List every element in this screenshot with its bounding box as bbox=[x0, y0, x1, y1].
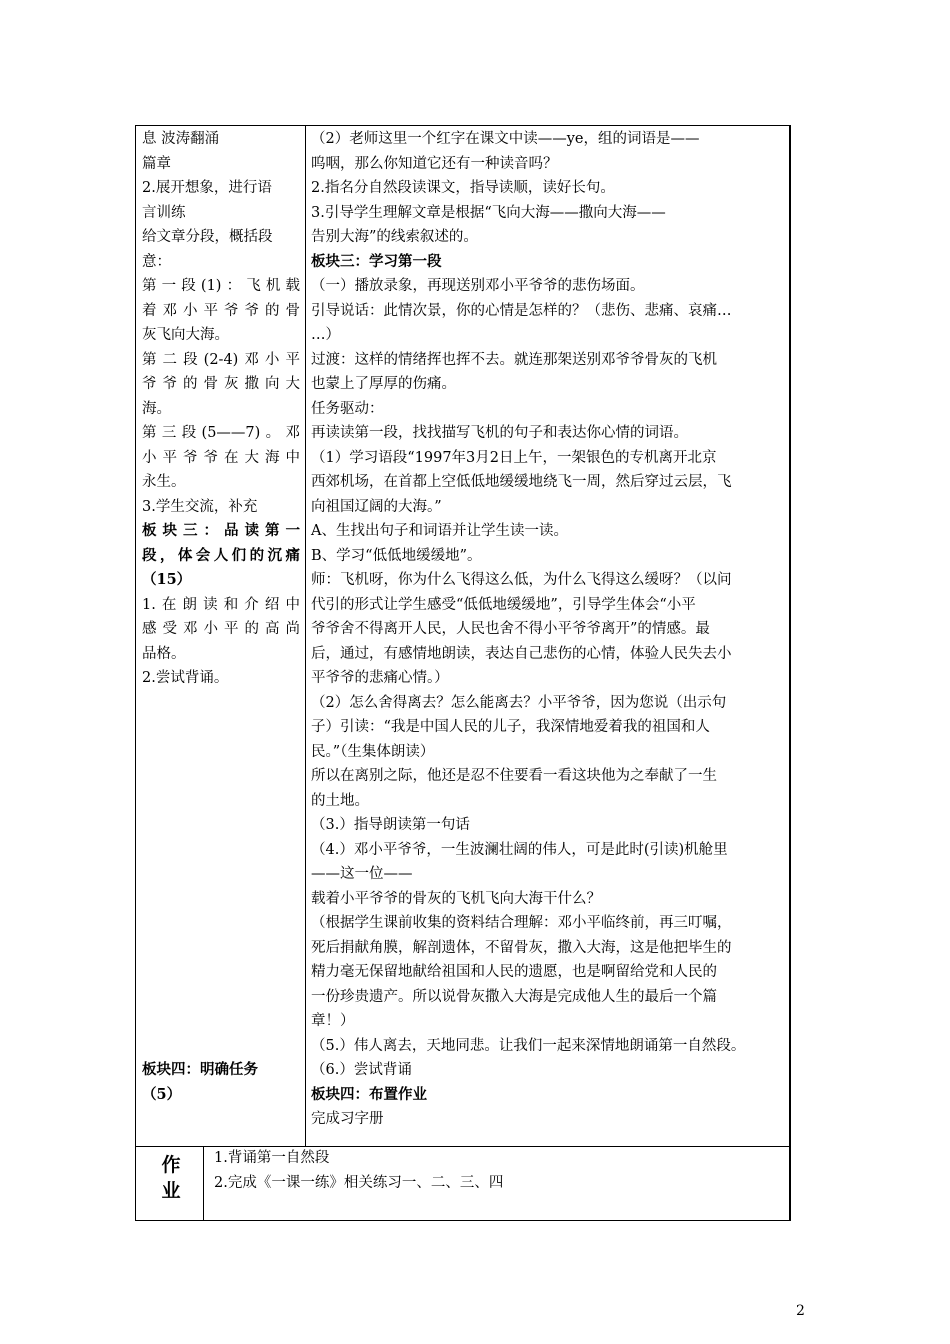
procedure-line: 代引的形式让学生感受“低低地缓缓地”，引导学生体会“小平 bbox=[311, 596, 696, 613]
homework-label-top: 作 bbox=[161, 1154, 181, 1176]
objective-line: 品格。 bbox=[142, 645, 186, 662]
objective-line: 段，体会人们的沉痛 bbox=[142, 546, 300, 564]
objective-line: （5） bbox=[142, 1085, 182, 1103]
procedure-line: （2）老师这里一个红字在课文中读——ye，组的词语是—— bbox=[311, 131, 700, 147]
objective-line: 爷爷的骨灰撒向大 bbox=[142, 376, 300, 392]
objective-line bbox=[142, 936, 300, 961]
procedure-line: 完成习字册 bbox=[311, 1111, 384, 1127]
homework-label-divider bbox=[203, 1146, 204, 1221]
procedure-line: 一份珍贵遗产。所以说骨灰撒入大海是完成他人生的最后一个篇 bbox=[311, 988, 717, 1005]
procedure-line: （6.）尝试背诵 bbox=[311, 1062, 412, 1078]
procedure-line: 载着小平爷爷的骨灰的飞机飞向大海干什么？ bbox=[311, 890, 601, 907]
procedure-line: …） bbox=[311, 327, 340, 343]
procedure-line: 告别大海”的线索叙述的。 bbox=[311, 229, 478, 245]
objective-line bbox=[142, 813, 300, 838]
procedure-line: 的土地。 bbox=[311, 792, 369, 809]
procedure-line: 3.引导学生理解文章是根据“飞向大海——撒向大海—— bbox=[311, 204, 666, 221]
objective-line bbox=[142, 838, 300, 863]
left-column-objectives bbox=[142, 127, 300, 1107]
objective-line bbox=[142, 911, 300, 936]
procedure-line: 过渡：这样的情绪挥也挥不去。就连那架送别邓爷爷骨灰的飞机 bbox=[311, 351, 717, 368]
column-divider-right bbox=[789, 125, 790, 1221]
objective-line: 第二段(2-4)邓小平 bbox=[142, 351, 300, 368]
homework-line: 1.背诵第一自然段 bbox=[214, 1150, 330, 1166]
objective-line bbox=[142, 1009, 300, 1034]
procedure-line: 章！） bbox=[311, 1013, 355, 1029]
procedure-line: 板块四：布置作业 bbox=[311, 1085, 427, 1103]
objective-line: 2.展开想象，进行语 bbox=[142, 180, 272, 196]
procedure-line: （一）播放录象，再现送别邓小平爷爷的悲伤场面。 bbox=[311, 278, 645, 294]
procedure-line: ——这一位—— bbox=[311, 866, 413, 882]
objective-line: 感受邓小平的高尚 bbox=[142, 621, 300, 637]
objective-line: 息 波涛翻涌 bbox=[142, 131, 220, 147]
objective-line: 着邓小平爷爷的骨 bbox=[142, 302, 300, 319]
procedure-line: 2.指名分自然段读课文，指导读顺，读好长句。 bbox=[311, 180, 615, 196]
procedure-line: （根据学生课前收集的资料结合理解：邓小平临终前，再三叮嘱， bbox=[311, 915, 732, 931]
objective-line bbox=[142, 691, 300, 716]
objective-line: 第一段(1)：飞机载 bbox=[142, 278, 300, 294]
procedure-line: 爷爷舍不得离开人民，人民也舍不得小平爷爷离开”的情感。最 bbox=[311, 621, 710, 637]
procedure-line: （3.）指导朗读第一句话 bbox=[311, 817, 470, 833]
objective-line: 篇章 bbox=[142, 155, 171, 172]
objective-line bbox=[142, 985, 300, 1010]
procedure-line: 子）引读：“我是中国人民的儿子，我深情地爱着我的祖国和人 bbox=[311, 719, 710, 735]
objective-line bbox=[142, 887, 300, 912]
objective-line: 灰飞向大海。 bbox=[142, 327, 229, 343]
objective-line: 第三段(5——7)。邓 bbox=[142, 425, 300, 441]
procedure-line: 死后捐献角膜，解剖遗体，不留骨灰，撒入大海，这是他把毕生的 bbox=[311, 939, 732, 956]
procedure-line: 民。”（生集体朗读） bbox=[311, 743, 435, 760]
objective-line: 意： bbox=[142, 253, 171, 270]
homework-label-bottom: 业 bbox=[161, 1180, 181, 1202]
procedure-line: 精力毫无保留地献给祖国和人民的遗愿，也是啊留给党和人民的 bbox=[311, 964, 717, 980]
column-divider-left bbox=[305, 125, 306, 1147]
objective-line: 小平爷爷在大海中 bbox=[142, 449, 300, 466]
objective-line: （15） bbox=[142, 571, 192, 588]
procedure-line: （4.）邓小平爷爷，一生波澜壮阔的伟人，可是此时(引读)机舱里 bbox=[311, 841, 728, 858]
objective-line: 给文章分段，概括段 bbox=[142, 229, 273, 245]
objective-line: 2.尝试背诵。 bbox=[142, 670, 229, 686]
procedure-line: （5.）伟人离去，天地同悲。让我们一起来深情地朗诵第一自然段。 bbox=[311, 1037, 746, 1054]
procedure-line: 西郊机场，在首都上空低低地缓缓地绕飞一周，然后穿过云层，飞 bbox=[311, 474, 732, 490]
objective-line bbox=[142, 1034, 300, 1059]
homework-content bbox=[214, 1146, 774, 1195]
objective-line bbox=[142, 789, 300, 814]
objective-line: 海。 bbox=[142, 400, 171, 417]
homework-line: 2.完成《一课一练》相关练习一、二、三、四 bbox=[214, 1174, 504, 1191]
procedure-line: （1）学习语段“1997年3月2日上午，一架银色的专机离开北京 bbox=[311, 449, 717, 466]
procedure-line: 平爷爷的悲痛心情。） bbox=[311, 670, 449, 686]
procedure-line: 板块三：学习第一段 bbox=[311, 252, 442, 270]
procedure-line: 也蒙上了厚厚的伤痛。 bbox=[311, 376, 456, 392]
procedure-line: 所以在离别之际，他还是忍不住要看一看这块他为之奉献了一生 bbox=[311, 768, 717, 784]
objective-line bbox=[142, 715, 300, 740]
objective-line bbox=[142, 862, 300, 887]
objective-line: 永生。 bbox=[142, 474, 186, 490]
objective-line: 3.学生交流，补充 bbox=[142, 498, 258, 515]
objective-line: 言训练 bbox=[142, 204, 186, 221]
procedure-line: B、学习“低低地缓缓地”。 bbox=[311, 547, 482, 564]
page-number: 2 bbox=[796, 1303, 805, 1319]
procedure-line: 再读读第一段，找找描写飞机的句子和表达你心情的词语。 bbox=[311, 425, 688, 441]
procedure-line: 师：飞机呀，你为什么飞得这么低，为什么飞得这么缓呀？（以问 bbox=[311, 572, 732, 588]
middle-column-procedure bbox=[311, 127, 787, 1132]
procedure-line: 任务驱动： bbox=[311, 400, 384, 417]
procedure-line: 向祖国辽阔的大海。” bbox=[311, 498, 442, 515]
procedure-line: 呜咽，那么你知道它还有一种读音吗？ bbox=[311, 155, 558, 172]
procedure-line: A、生找出句子和词语并让学生读一读。 bbox=[311, 523, 568, 539]
procedure-line: 后，通过，有感情地朗读，表达自己悲伤的心情，体验人民失去小 bbox=[311, 645, 732, 662]
objective-line: 板块三：品读第一 bbox=[142, 522, 300, 539]
objective-line bbox=[142, 740, 300, 765]
objective-line: 板块四：明确任务 bbox=[142, 1061, 258, 1078]
procedure-line: 引导说话：此情次景，你的心情是怎样的？（悲伤、悲痛、哀痛… bbox=[311, 302, 732, 319]
objective-line bbox=[142, 960, 300, 985]
procedure-line: （2）怎么舍得离去？怎么能离去？小平爷爷，因为您说（出示句 bbox=[311, 694, 727, 711]
objective-line: 1.在朗读和介绍中 bbox=[142, 596, 300, 613]
objective-line bbox=[142, 764, 300, 789]
